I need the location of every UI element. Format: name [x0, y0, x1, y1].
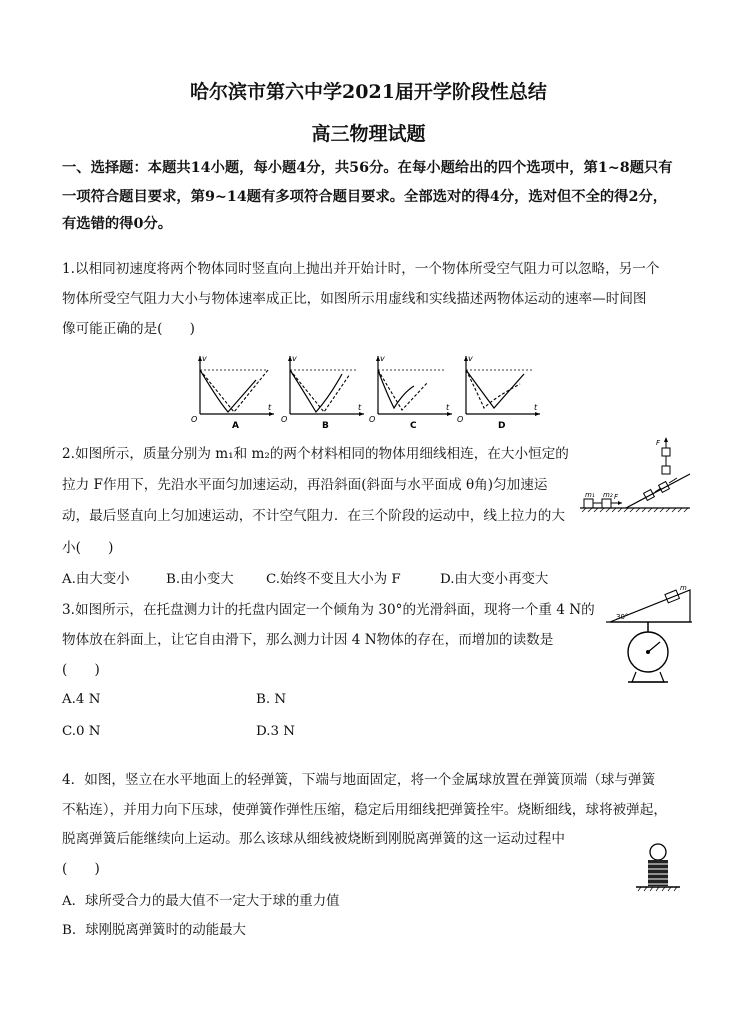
q2-text-line: 2.如图所示，质量分别为 m₁和 m₂的两个材料相同的物体用细线相连，在大小恒定的	[62, 446, 569, 462]
q1-text-line: 物体所受空气阻力大小与物体速率成正比，如图所示用虚线和实线描述两物体运动的速率—时间图	[62, 291, 647, 307]
origin-label: O	[457, 415, 464, 424]
origin-label: O	[191, 415, 198, 424]
q1-graph-c	[366, 352, 456, 430]
q2-option-a: A.由大变小	[62, 572, 130, 587]
q2-option-b: B.由小变大	[166, 572, 234, 587]
q3-text-line: ( )	[62, 662, 100, 678]
force-label: F	[656, 439, 661, 447]
graph-letter: A	[232, 421, 239, 431]
origin-label: O	[369, 415, 376, 424]
q2-text-line: 动，最后竖直向上匀加速运动，不计空气阻力．在三个阶段的运动中，线上拉力的大	[62, 508, 565, 524]
mass-label-m1: m₁	[585, 491, 595, 499]
axis-t-label: t	[534, 403, 538, 412]
q4-text-line: 不粘连），并用力向下压球，使弹簧作弹性压缩，稳定后用细线把弹簧拴牢。烧断细线，球将被弹起，	[62, 802, 667, 818]
q4-text-line: 4．如图，竖立在水平地面上的轻弹簧，下端与地面固定，将一个金属球放置在弹簧顶端（球与弹簧	[62, 772, 656, 788]
graph-letter: D	[498, 421, 506, 431]
axis-v-label: v	[292, 354, 297, 363]
q2-text-line: 拉力 F作用下，先沿水平面匀加速运动，再沿斜面(斜面与水平面成 θ角)匀加速运	[62, 477, 548, 493]
page-title: 哈尔滨市第六中学2021届开学阶段性总结	[190, 81, 547, 103]
q2-option-d: D.由大变小再变大	[440, 572, 549, 587]
q3-figure	[602, 584, 702, 696]
origin-label: O	[281, 415, 288, 424]
graph-letter: C	[410, 421, 417, 431]
q3-option-d: D.3 N	[256, 724, 296, 739]
axis-v-label: v	[202, 354, 207, 363]
q4-text-line: ( )	[62, 861, 100, 877]
q4-option-a: A．球所受合力的最大值不一定大于球的重力值	[62, 894, 340, 909]
graph-letter: B	[322, 421, 329, 431]
section-instruction-line: 有选错的得0分。	[62, 216, 173, 232]
q2-figure	[578, 436, 696, 518]
q1-text-line: 1.以相同初速度将两个物体同时竖直向上抛出并开始计时，一个物体所受空气阻力可以忽略，另一个	[62, 261, 660, 277]
section-instruction-line: 一项符合题目要求，第9~14题有多项符合题目要求。全部选对的得4分，选对但不全的得2分，	[62, 189, 667, 205]
page-subtitle: 高三物理试题	[311, 123, 426, 145]
q3-text-line: 物体放在斜面上，让它自由滑下，那么测力计因 4 N物体的存在，而增加的读数是	[62, 632, 554, 648]
q3-option-a: A.4 N	[62, 692, 101, 707]
axis-t-label: t	[268, 403, 272, 412]
q3-option-b: B. N	[256, 692, 287, 707]
axis-t-label: t	[358, 403, 362, 412]
section-instruction-line: 一、选择题：本题共14小题，每小题4分，共56分。在每小题给出的四个选项中，第1~8题只有	[62, 160, 673, 176]
q4-option-b: B．球刚脱离弹簧时的动能最大	[62, 923, 246, 938]
q4-text-line: 脱离弹簧后能继续向上运动。那么该球从细线被烧断到刚脱离弹簧的这一运动过程中	[62, 831, 565, 847]
mass-label: m	[680, 584, 687, 592]
mass-label-m2: m₂	[603, 491, 613, 499]
q2-option-c: C.始终不变且大小为 F	[266, 572, 401, 587]
q1-graph-d	[454, 352, 544, 430]
q2-text-line: 小( )	[62, 540, 114, 556]
q4-figure	[634, 842, 682, 894]
q1-graph-a	[188, 352, 278, 430]
axis-v-label: v	[468, 354, 473, 363]
q3-text-line: 3.如图所示，在托盘测力计的托盘内固定一个倾角为 30°的光滑斜面，现将一个重 4 N的	[62, 602, 595, 618]
q1-text-line: 像可能正确的是( )	[62, 321, 195, 337]
angle-label: 30°	[616, 613, 629, 621]
q1-graph-b	[278, 352, 368, 430]
force-label: F	[614, 493, 619, 501]
axis-v-label: v	[380, 354, 385, 363]
q3-option-c: C.0 N	[62, 724, 101, 739]
axis-t-label: t	[446, 403, 450, 412]
